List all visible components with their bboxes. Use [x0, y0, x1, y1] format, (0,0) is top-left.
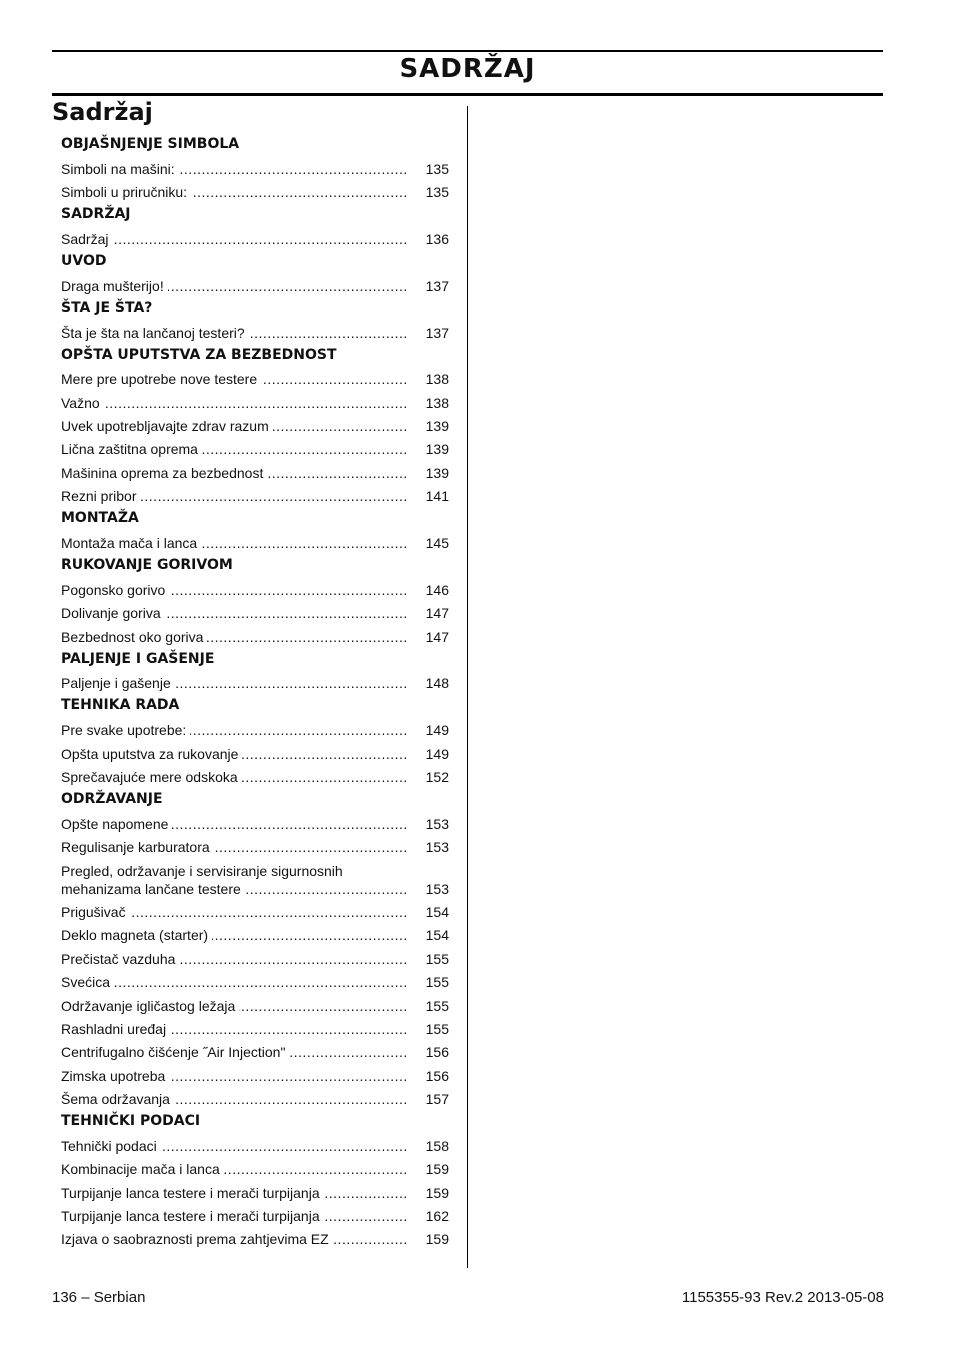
toc-entry[interactable] — [61, 765, 449, 788]
toc-entry-page-number: 135 — [425, 160, 449, 177]
toc-entry-label: Simboli u priručniku: — [61, 184, 191, 200]
toc-entry[interactable] — [61, 835, 449, 858]
toc-entry-title — [61, 1090, 409, 1108]
toc-entry-label: Centrifugalno čišćenje ˝Air Injection" — [61, 1044, 289, 1060]
toc-entry-title — [61, 862, 409, 898]
toc-entry-page-number: 138 — [425, 394, 449, 411]
toc-entry[interactable] — [61, 437, 449, 460]
header-title: SADRŽAJ — [399, 54, 536, 84]
toc-entry[interactable] — [61, 900, 449, 923]
toc-entry-page-number: 154 — [425, 904, 449, 920]
toc-entry-label: Održavanje igličastog ležaja — [61, 998, 239, 1014]
toc-entry[interactable] — [61, 1204, 449, 1227]
toc-entry-page-number: 156 — [425, 1067, 449, 1084]
toc-section-heading: ODRŽAVANJE — [61, 790, 163, 807]
toc-entry[interactable] — [61, 227, 449, 250]
toc-entry-title — [61, 838, 409, 856]
toc-entry[interactable] — [61, 970, 449, 993]
toc-section-heading: OPŠTA UPUTSTVA ZA BEZBEDNOST — [61, 346, 337, 363]
toc-entry-title — [61, 1067, 409, 1085]
toc-section-heading: TEHNIKA RADA — [61, 697, 180, 714]
toc-entry-title — [61, 324, 409, 342]
toc-entry-label: Rezni pribor — [61, 488, 140, 504]
toc-entry-title — [61, 721, 409, 739]
toc-entry[interactable] — [61, 624, 449, 647]
toc-entry-title — [61, 230, 409, 248]
toc-entry-page-number: 158 — [425, 1137, 449, 1154]
toc-entry-label: Sprečavajuće mere odskoka — [61, 769, 242, 785]
toc-entry-page-number: 153 — [425, 880, 449, 897]
toc-entry-title — [61, 997, 409, 1015]
toc-entry-page-number: 139 — [425, 441, 449, 458]
toc-entry[interactable] — [61, 484, 449, 507]
toc-entry-page-number: 138 — [425, 371, 449, 388]
toc-section-heading: ŠTA JE ŠTA? — [61, 299, 153, 316]
toc-entry-title — [61, 487, 409, 505]
toc-entry-label: Montaža mača i lanca — [61, 535, 201, 551]
toc-entry-label: Turpijanje lanca testere i merači turpijanja — [61, 1185, 324, 1201]
toc-entry-label: Simboli na mašini: — [61, 161, 179, 177]
toc-entry-page-number: 155 — [425, 974, 449, 991]
toc-entry-title — [61, 768, 409, 786]
toc-section-heading: TEHNIČKI PODACI — [61, 1113, 201, 1130]
toc-entry[interactable] — [61, 1134, 449, 1157]
toc-entry-page-number: 137 — [425, 324, 449, 341]
toc-entry-title — [61, 604, 409, 622]
toc-section-heading: UVOD — [61, 252, 107, 269]
table-of-contents — [61, 133, 449, 1250]
toc-entry[interactable] — [61, 718, 449, 741]
toc-entry-title — [61, 464, 409, 482]
toc-entry[interactable] — [61, 156, 449, 179]
toc-entry-title — [61, 926, 409, 944]
toc-entry[interactable] — [61, 367, 449, 390]
toc-entry-label: Sadržaj — [61, 231, 112, 247]
header-bottom-rule — [52, 93, 883, 96]
column-divider — [467, 106, 468, 1268]
toc-entry-page-number: 149 — [425, 745, 449, 762]
toc-section-heading: MONTAŽA — [61, 510, 139, 527]
toc-entry-label: Važno — [61, 395, 104, 411]
toc-entry-title-line1: Pregled, održavanje i servisiranje sigurnosnih — [61, 862, 343, 879]
toc-entry-title — [61, 183, 409, 201]
section-title: Sadržaj — [52, 98, 153, 126]
toc-entry-title — [61, 815, 409, 833]
toc-entry[interactable] — [61, 1157, 449, 1180]
toc-entry-label: Dolivanje goriva — [61, 605, 165, 621]
footer-doc-revision: 1155355-93 Rev.2 2013-05-08 — [681, 1289, 884, 1306]
header-top-rule — [52, 50, 883, 52]
toc-entry[interactable] — [61, 741, 449, 764]
toc-section-heading: PALJENJE I GAŠENJE — [61, 650, 215, 667]
toc-entry-page-number: 159 — [425, 1231, 449, 1248]
toc-entry-label: Prigušivač — [61, 904, 130, 920]
toc-entry[interactable] — [61, 180, 449, 203]
toc-entry-page-number: 148 — [425, 675, 449, 692]
toc-entry-page-number: 159 — [425, 1161, 449, 1178]
toc-entry[interactable] — [61, 671, 449, 694]
toc-entry[interactable] — [61, 320, 449, 343]
toc-entry-label: Opšte napomene — [61, 816, 172, 832]
toc-entry-page-number: 155 — [425, 997, 449, 1014]
toc-entry-label: Pre svake upotrebe: — [61, 722, 190, 738]
toc-entry[interactable] — [61, 390, 449, 413]
toc-entry-label: Izjava o saobraznosti prema zahtjevima EZ — [61, 1231, 333, 1247]
toc-entry[interactable] — [61, 601, 449, 624]
toc-entry-label: Pogonsko gorivo — [61, 582, 169, 598]
toc-entry-label: Regulisanje karburatora — [61, 839, 214, 855]
toc-entry-title — [61, 277, 409, 295]
toc-entry-page-number: 156 — [425, 1044, 449, 1061]
toc-entry-label: Turpijanje lanca testere i merači turpijanja — [61, 1208, 324, 1224]
toc-entry-label: Tehnički podaci — [61, 1138, 161, 1154]
toc-entry-title — [61, 674, 409, 692]
toc-entry-page-number: 155 — [425, 950, 449, 967]
toc-entry-title — [61, 903, 409, 921]
toc-entry[interactable] — [61, 1040, 449, 1063]
toc-entry-page-number: 157 — [425, 1091, 449, 1108]
toc-entry[interactable] — [61, 1227, 449, 1250]
toc-entry-page-number: 159 — [425, 1184, 449, 1201]
toc-entry-title — [61, 1020, 409, 1038]
toc-entry-label: Svećica — [61, 974, 114, 990]
toc-entry[interactable] — [61, 1180, 449, 1203]
toc-entry[interactable] — [61, 923, 449, 946]
toc-entry-page-number: 155 — [425, 1020, 449, 1037]
toc-entry[interactable] — [61, 858, 449, 900]
toc-entry-label: Šta je šta na lančanoj testeri? — [61, 325, 249, 341]
toc-entry[interactable] — [61, 1063, 449, 1086]
toc-entry-label: Mere pre upotrebe nove testere — [61, 371, 261, 387]
toc-entry-page-number: 162 — [425, 1208, 449, 1225]
toc-entry[interactable] — [61, 577, 449, 600]
toc-entry-title — [61, 581, 409, 599]
toc-entry-label: Paljenje i gašenje — [61, 675, 175, 691]
toc-entry-label: Draga mušterijo! — [61, 278, 168, 294]
toc-section-heading: SADRŽAJ — [61, 206, 131, 223]
footer-page-language: 136 – Serbian — [52, 1289, 146, 1306]
toc-entry-page-number: 147 — [425, 605, 449, 622]
toc-entry-page-number: 137 — [425, 277, 449, 294]
toc-entry[interactable] — [61, 273, 449, 296]
toc-section-heading: RUKOVANJE GORIVOM — [61, 557, 233, 574]
toc-entry-title — [61, 628, 409, 646]
toc-entry-title — [61, 1160, 409, 1178]
toc-entry-page-number: 136 — [425, 230, 449, 247]
toc-entry-title — [61, 1184, 409, 1202]
toc-entry-title — [61, 1230, 409, 1248]
toc-entry-label: Šema održavanja — [61, 1091, 174, 1107]
toc-entry-label: Kombinacije mača i lanca — [61, 1161, 224, 1177]
toc-entry-page-number: 139 — [425, 418, 449, 435]
toc-entry-label: Opšta uputstva za rukovanje — [61, 746, 242, 762]
toc-entry-label: Uvek upotrebljavajte zdrav razum — [61, 418, 273, 434]
toc-entry-title — [61, 745, 409, 763]
toc-entry[interactable] — [61, 811, 449, 834]
toc-entry-title — [61, 394, 409, 412]
toc-entry[interactable] — [61, 946, 449, 969]
toc-entry-title — [61, 440, 409, 458]
toc-entry-title — [61, 950, 409, 968]
toc-entry[interactable] — [61, 460, 449, 483]
toc-entry-label: Mašinina oprema za bezbednost — [61, 465, 267, 481]
toc-entry-page-number: 139 — [425, 464, 449, 481]
toc-entry[interactable] — [61, 1087, 449, 1110]
toc-entry[interactable] — [61, 1017, 449, 1040]
toc-entry[interactable] — [61, 993, 449, 1016]
toc-entry-title — [61, 973, 409, 991]
toc-entry-title — [61, 534, 409, 552]
toc-entry-page-number: 153 — [425, 839, 449, 856]
toc-section-heading: OBJAŠNJENJE SIMBOLA — [61, 136, 240, 152]
toc-entry-page-number: 152 — [425, 768, 449, 785]
toc-entry-title-line2: mehanizama lančane testere — [61, 881, 245, 897]
toc-entry-page-number: 146 — [425, 581, 449, 598]
toc-entry-title — [61, 1043, 409, 1061]
toc-entry-label: Deklo magneta (starter) — [61, 927, 212, 943]
toc-entry-page-number: 135 — [425, 184, 449, 201]
toc-entry-page-number: 141 — [425, 488, 449, 505]
toc-entry-title — [61, 417, 409, 435]
toc-entry-title — [61, 1207, 409, 1225]
toc-entry-title — [61, 160, 409, 178]
toc-entry-page-number: 145 — [425, 535, 449, 552]
toc-entry[interactable] — [61, 531, 449, 554]
toc-entry-label: Prečistač vazduha — [61, 951, 179, 967]
toc-entry-page-number: 149 — [425, 722, 449, 739]
toc-entry-page-number: 147 — [425, 628, 449, 645]
toc-entry-page-number: 153 — [425, 815, 449, 832]
toc-entry[interactable] — [61, 414, 449, 437]
toc-entry-title — [61, 370, 409, 388]
toc-entry-label: Zimska upotreba — [61, 1068, 169, 1084]
toc-entry-label: Bezbednost oko goriva — [61, 629, 207, 645]
toc-entry-title — [61, 1137, 409, 1155]
toc-entry-label: Rashladni uređaj — [61, 1021, 170, 1037]
toc-entry-label: Lična zaštitna oprema — [61, 441, 202, 457]
toc-entry-page-number: 154 — [425, 927, 449, 944]
